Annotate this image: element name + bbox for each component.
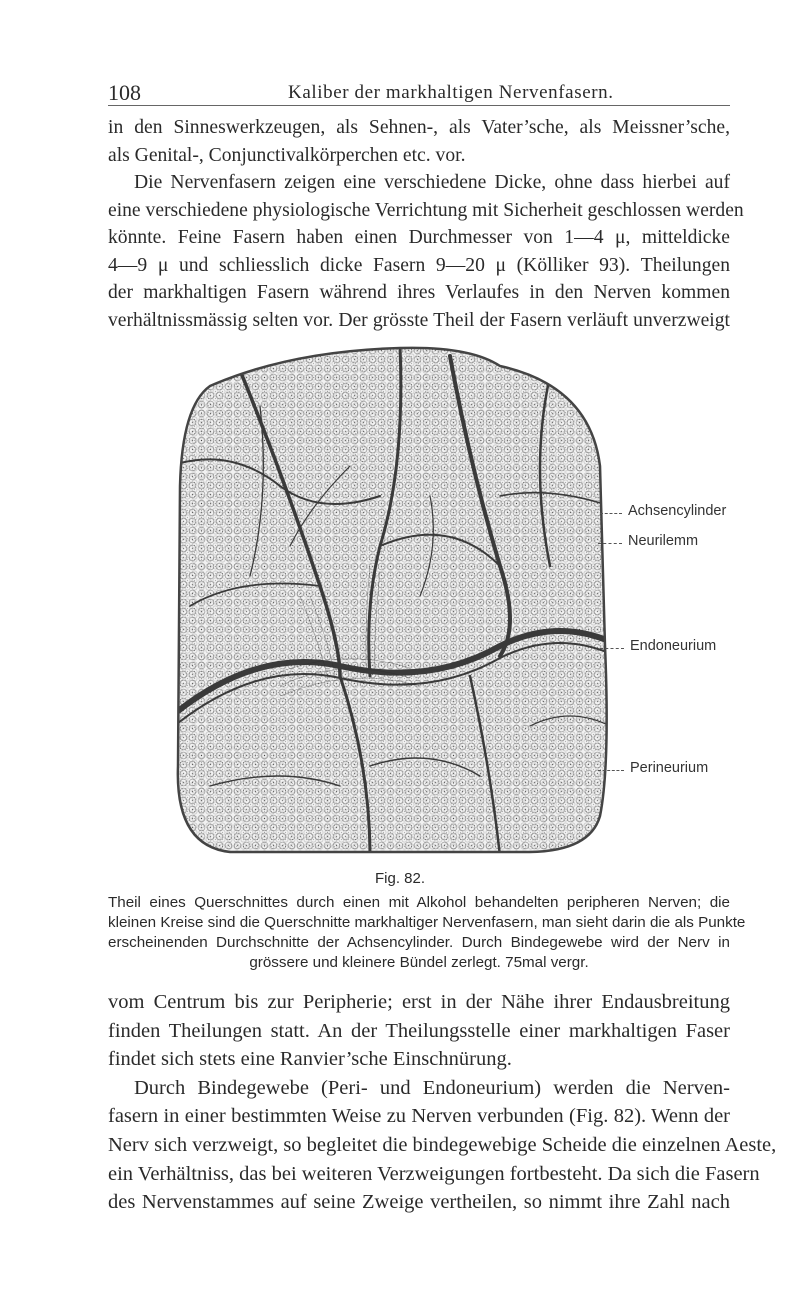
text-line: Durch Bindegewebe (Peri- und Endoneurium) werden die Nerven- <box>134 1076 730 1099</box>
leader-line-perineurium <box>598 770 624 771</box>
figure-number: Fig. 82. <box>374 870 426 887</box>
text-line: finden Theilungen statt. An der Theilungsstelle einer markhaltigen Faser <box>108 1019 730 1042</box>
caption-line: kleinen Kreise sind die Querschnitte markhaltiger Nervenfasern, man sieht darin die als Punkte <box>108 914 746 931</box>
text-line: Nerv sich verzweigt, so begleitet die bindegewebige Scheide die einzelnen Aeste, <box>108 1133 777 1156</box>
page-header <box>108 80 730 108</box>
text-line: ein Verhältniss, das bei weiteren Verzweigungen fortbesteht. Da sich die Fasern <box>108 1162 760 1185</box>
text-line: der markhaltigen Fasern während ihres Verlaufes in den Nerven kommen <box>108 282 730 303</box>
label-endoneurium: Endoneurium <box>630 638 717 654</box>
text-line: vom Centrum bis zur Peripherie; erst in der Nähe ihrer Endausbreitung <box>108 991 730 1013</box>
label-perineurium: Perineurium <box>630 760 709 776</box>
text-line: findet sich stets eine Ranvier’sche Einschnürung. <box>108 1048 512 1071</box>
text-line: Die Nervenfasern zeigen eine verschiedene Dicke, ohne dass hierbei auf <box>134 172 730 193</box>
leader-line-neurilemm <box>598 543 622 544</box>
text-line: könnte. Feine Fasern haben einen Durchmesser von 1—4 μ, mitteldicke <box>108 227 730 248</box>
text-line: in den Sinneswerkzeugen, als Sehnen-, als Vater’sche, als Meissner’sche, <box>108 117 730 138</box>
caption-line: grössere und kleinere Bündel zerlegt. 75mal vergr. <box>249 954 589 971</box>
text-line: eine verschiedene physiologische Verrichtung mit Sicherheit geschlossen werden <box>108 199 744 221</box>
text-line: des Nervenstammes auf seine Zweige vertheilen, so nimmt ihre Zahl nach <box>108 1191 730 1214</box>
bottom-paragraph <box>108 988 777 1217</box>
figure-caption <box>108 893 746 973</box>
label-neurilemm: Neurilemm <box>628 533 699 549</box>
text-line: 4—9 μ und schliesslich dicke Fasern 9—20 μ (Kölliker 93). Theilungen <box>108 254 730 276</box>
header-rule <box>108 105 730 106</box>
page-number: 108 <box>108 80 141 105</box>
leader-line-endoneurium <box>600 648 624 649</box>
caption-line: erscheinenden Durchschnitte der Achsencylinder. Durch Bindegewebe wird der Nerv in <box>108 934 730 951</box>
nerve-cross-section-figure <box>170 346 610 854</box>
text-line: fasern in einer bestimmten Weise zu Nerven verbunden (Fig. 82). Wenn der <box>108 1105 730 1128</box>
nerve-cross-section-illustration <box>170 346 610 854</box>
caption-line: Theil eines Querschnittes durch einen mit Alkohol behandelten peripheren Nerven; die <box>108 894 730 911</box>
label-achsencylinder: Achsencylinder <box>628 503 727 519</box>
leader-line-achsencylinder <box>600 513 622 514</box>
running-head: Kaliber der markhaltigen Nervenfasern. <box>288 82 614 103</box>
text-line: als Genital-, Conjunctivalkörperchen etc. vor. <box>108 144 466 166</box>
top-paragraph <box>108 114 744 334</box>
text-line: verhältnissmässig selten vor. Der grösste Theil der Fasern verläuft unverzweigt <box>108 309 730 331</box>
